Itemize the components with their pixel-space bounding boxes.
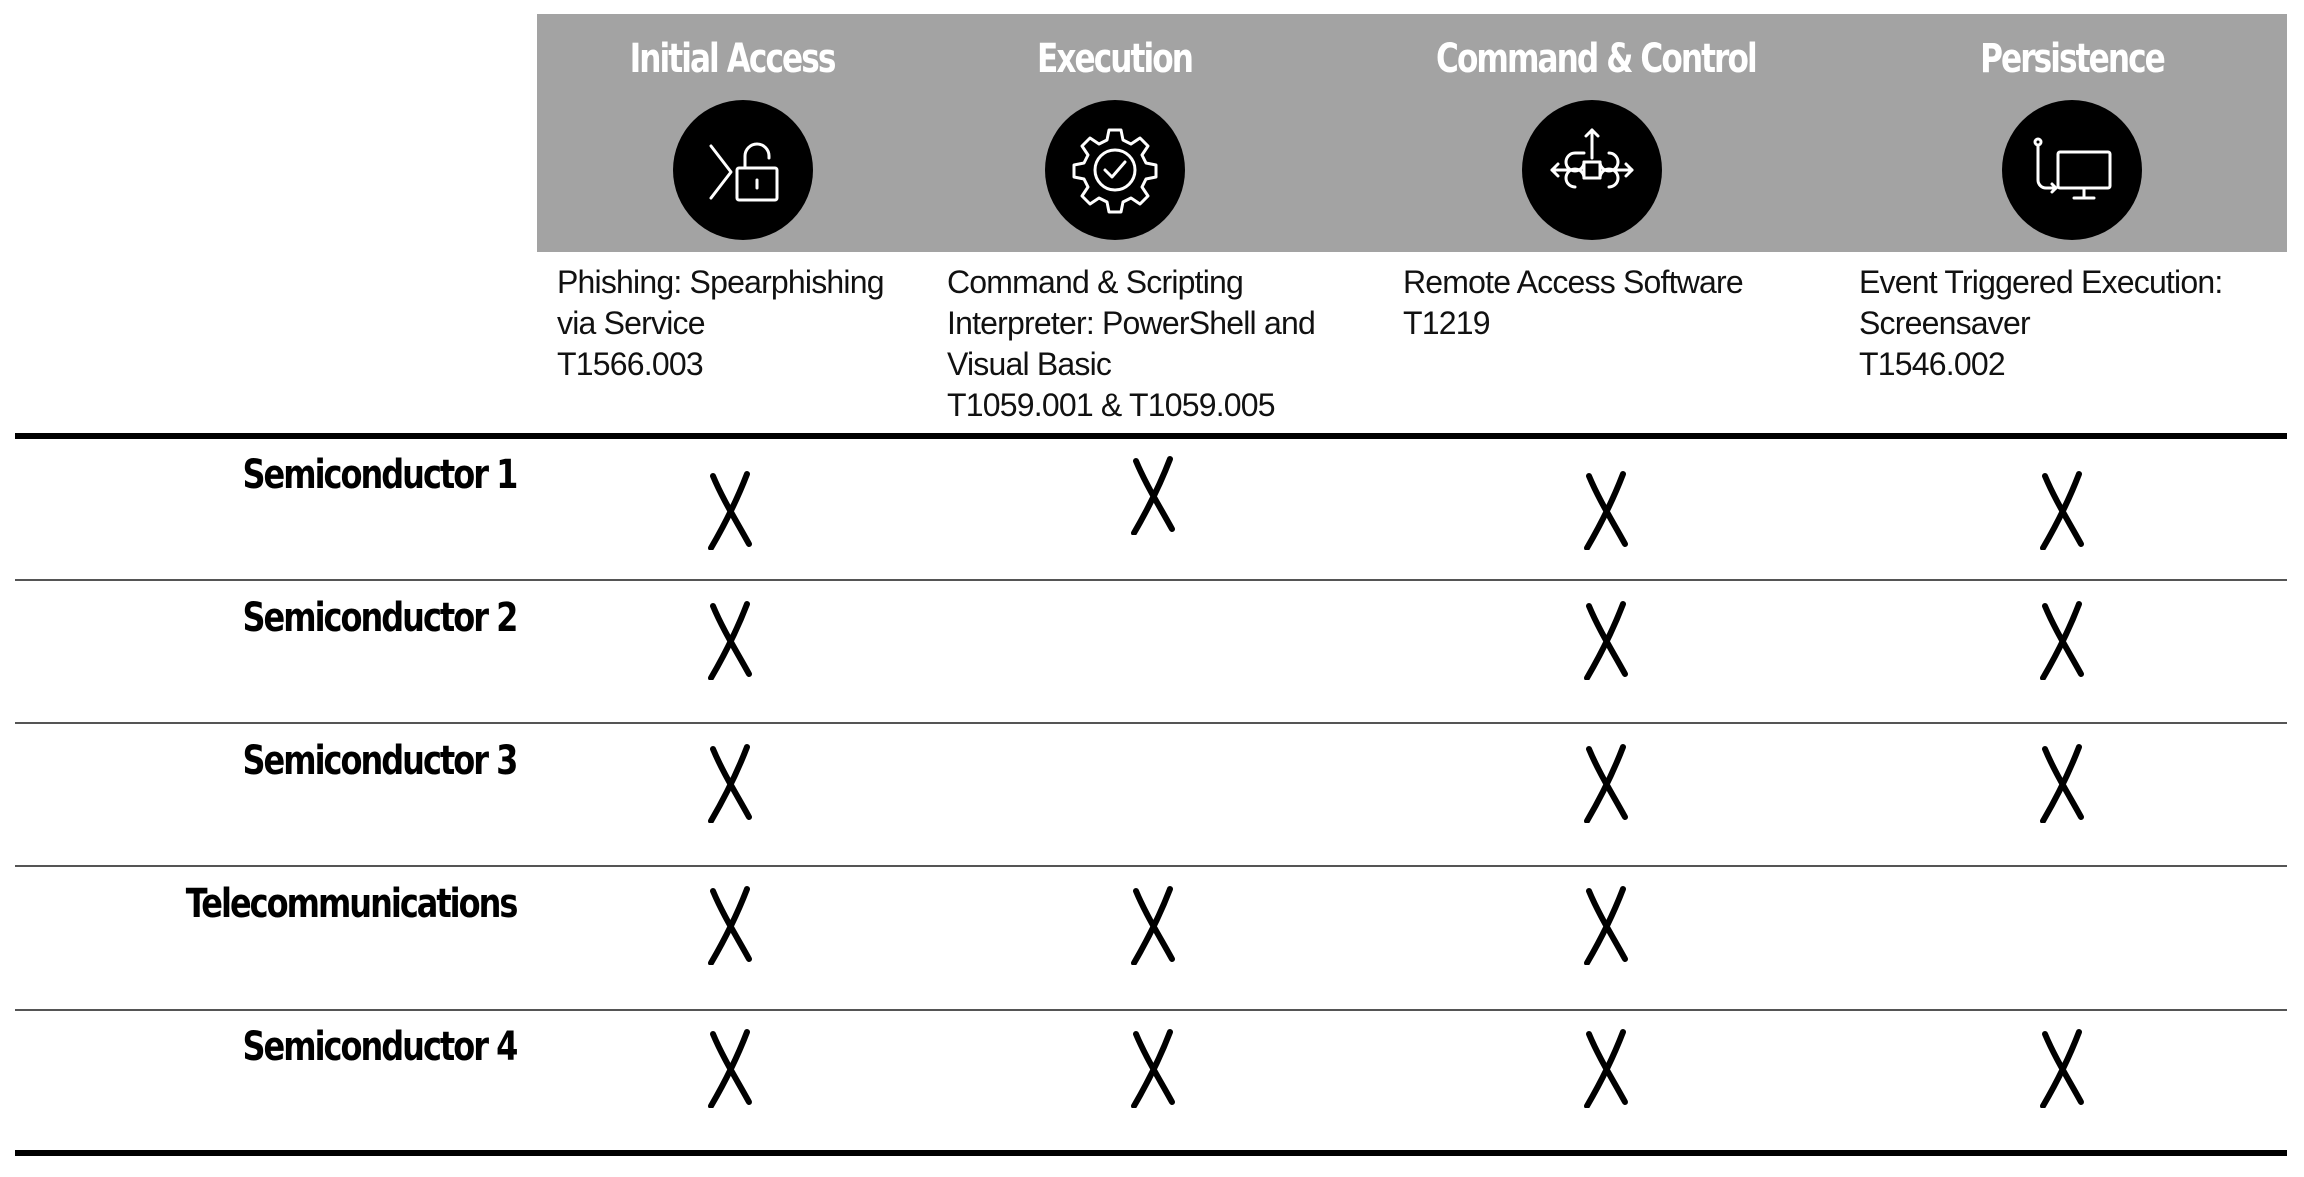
- technique-command-control: [1403, 262, 1743, 344]
- technique-id: T1566.003: [557, 346, 703, 382]
- row-label-semiconductor-4: Semiconductor 4: [242, 1024, 516, 1070]
- tactic-title: Initial Access: [629, 36, 835, 82]
- x-mark: [1128, 455, 1178, 535]
- x-mark: [2037, 600, 2087, 680]
- technique-line: Visual Basic: [947, 346, 1112, 382]
- gear-check-icon: [1045, 100, 1185, 240]
- x-mark: [705, 470, 755, 550]
- monitor-hook-icon: [2002, 100, 2142, 240]
- x-mark: [705, 885, 755, 965]
- technique-line: Screensaver: [1859, 305, 2030, 341]
- technique-id: T1059.001 & T1059.005: [947, 387, 1275, 423]
- x-mark: [705, 1028, 755, 1108]
- technique-id: T1219: [1403, 305, 1490, 341]
- x-mark: [1581, 743, 1631, 823]
- technique-line: Event Triggered Execution:: [1859, 264, 2223, 300]
- x-mark: [1581, 600, 1631, 680]
- unlock-icon: [673, 100, 813, 240]
- x-mark: [2037, 470, 2087, 550]
- row-label-semiconductor-2: Semiconductor 2: [242, 595, 516, 641]
- x-mark: [705, 743, 755, 823]
- x-mark: [1581, 1028, 1631, 1108]
- tactics-header: [537, 14, 2287, 252]
- tactic-title: Persistence: [1980, 36, 2164, 82]
- row-divider: [15, 865, 2287, 867]
- technique-line: Phishing: Spearphishing: [557, 264, 884, 300]
- tactic-execution: [927, 14, 1302, 252]
- technique-line: via Service: [557, 305, 705, 341]
- x-mark: [1581, 885, 1631, 965]
- tactic-command-control: [1392, 14, 1792, 252]
- tactic-title: Command & Control: [1436, 36, 1756, 82]
- x-mark: [1128, 1028, 1178, 1108]
- x-mark: [1581, 470, 1631, 550]
- x-mark: [2037, 743, 2087, 823]
- row-label-semiconductor-1: Semiconductor 1: [242, 452, 516, 498]
- row-divider: [15, 1009, 2287, 1011]
- tactic-persistence: [1872, 14, 2272, 252]
- technique-initial-access: [557, 262, 884, 385]
- command-arrows-icon: [1522, 100, 1662, 240]
- technique-line: Command & Scripting: [947, 264, 1244, 300]
- row-divider: [15, 579, 2287, 581]
- x-mark: [705, 600, 755, 680]
- tactic-initial-access: [537, 14, 927, 252]
- technique-line: Interpreter: PowerShell and: [947, 305, 1315, 341]
- x-mark: [1128, 885, 1178, 965]
- tactic-title: Execution: [1036, 36, 1193, 82]
- row-label-telecommunications: Telecommunications: [185, 881, 516, 927]
- technique-persistence: [1859, 262, 2222, 385]
- x-mark: [2037, 1028, 2087, 1108]
- row-divider: [15, 722, 2287, 724]
- technique-execution: [947, 262, 1315, 426]
- row-label-semiconductor-3: Semiconductor 3: [242, 738, 516, 784]
- table-bottom-rule: [15, 1150, 2287, 1156]
- technique-id: T1546.002: [1859, 346, 2005, 382]
- technique-line: Remote Access Software: [1403, 264, 1743, 300]
- table-top-rule: [15, 433, 2287, 439]
